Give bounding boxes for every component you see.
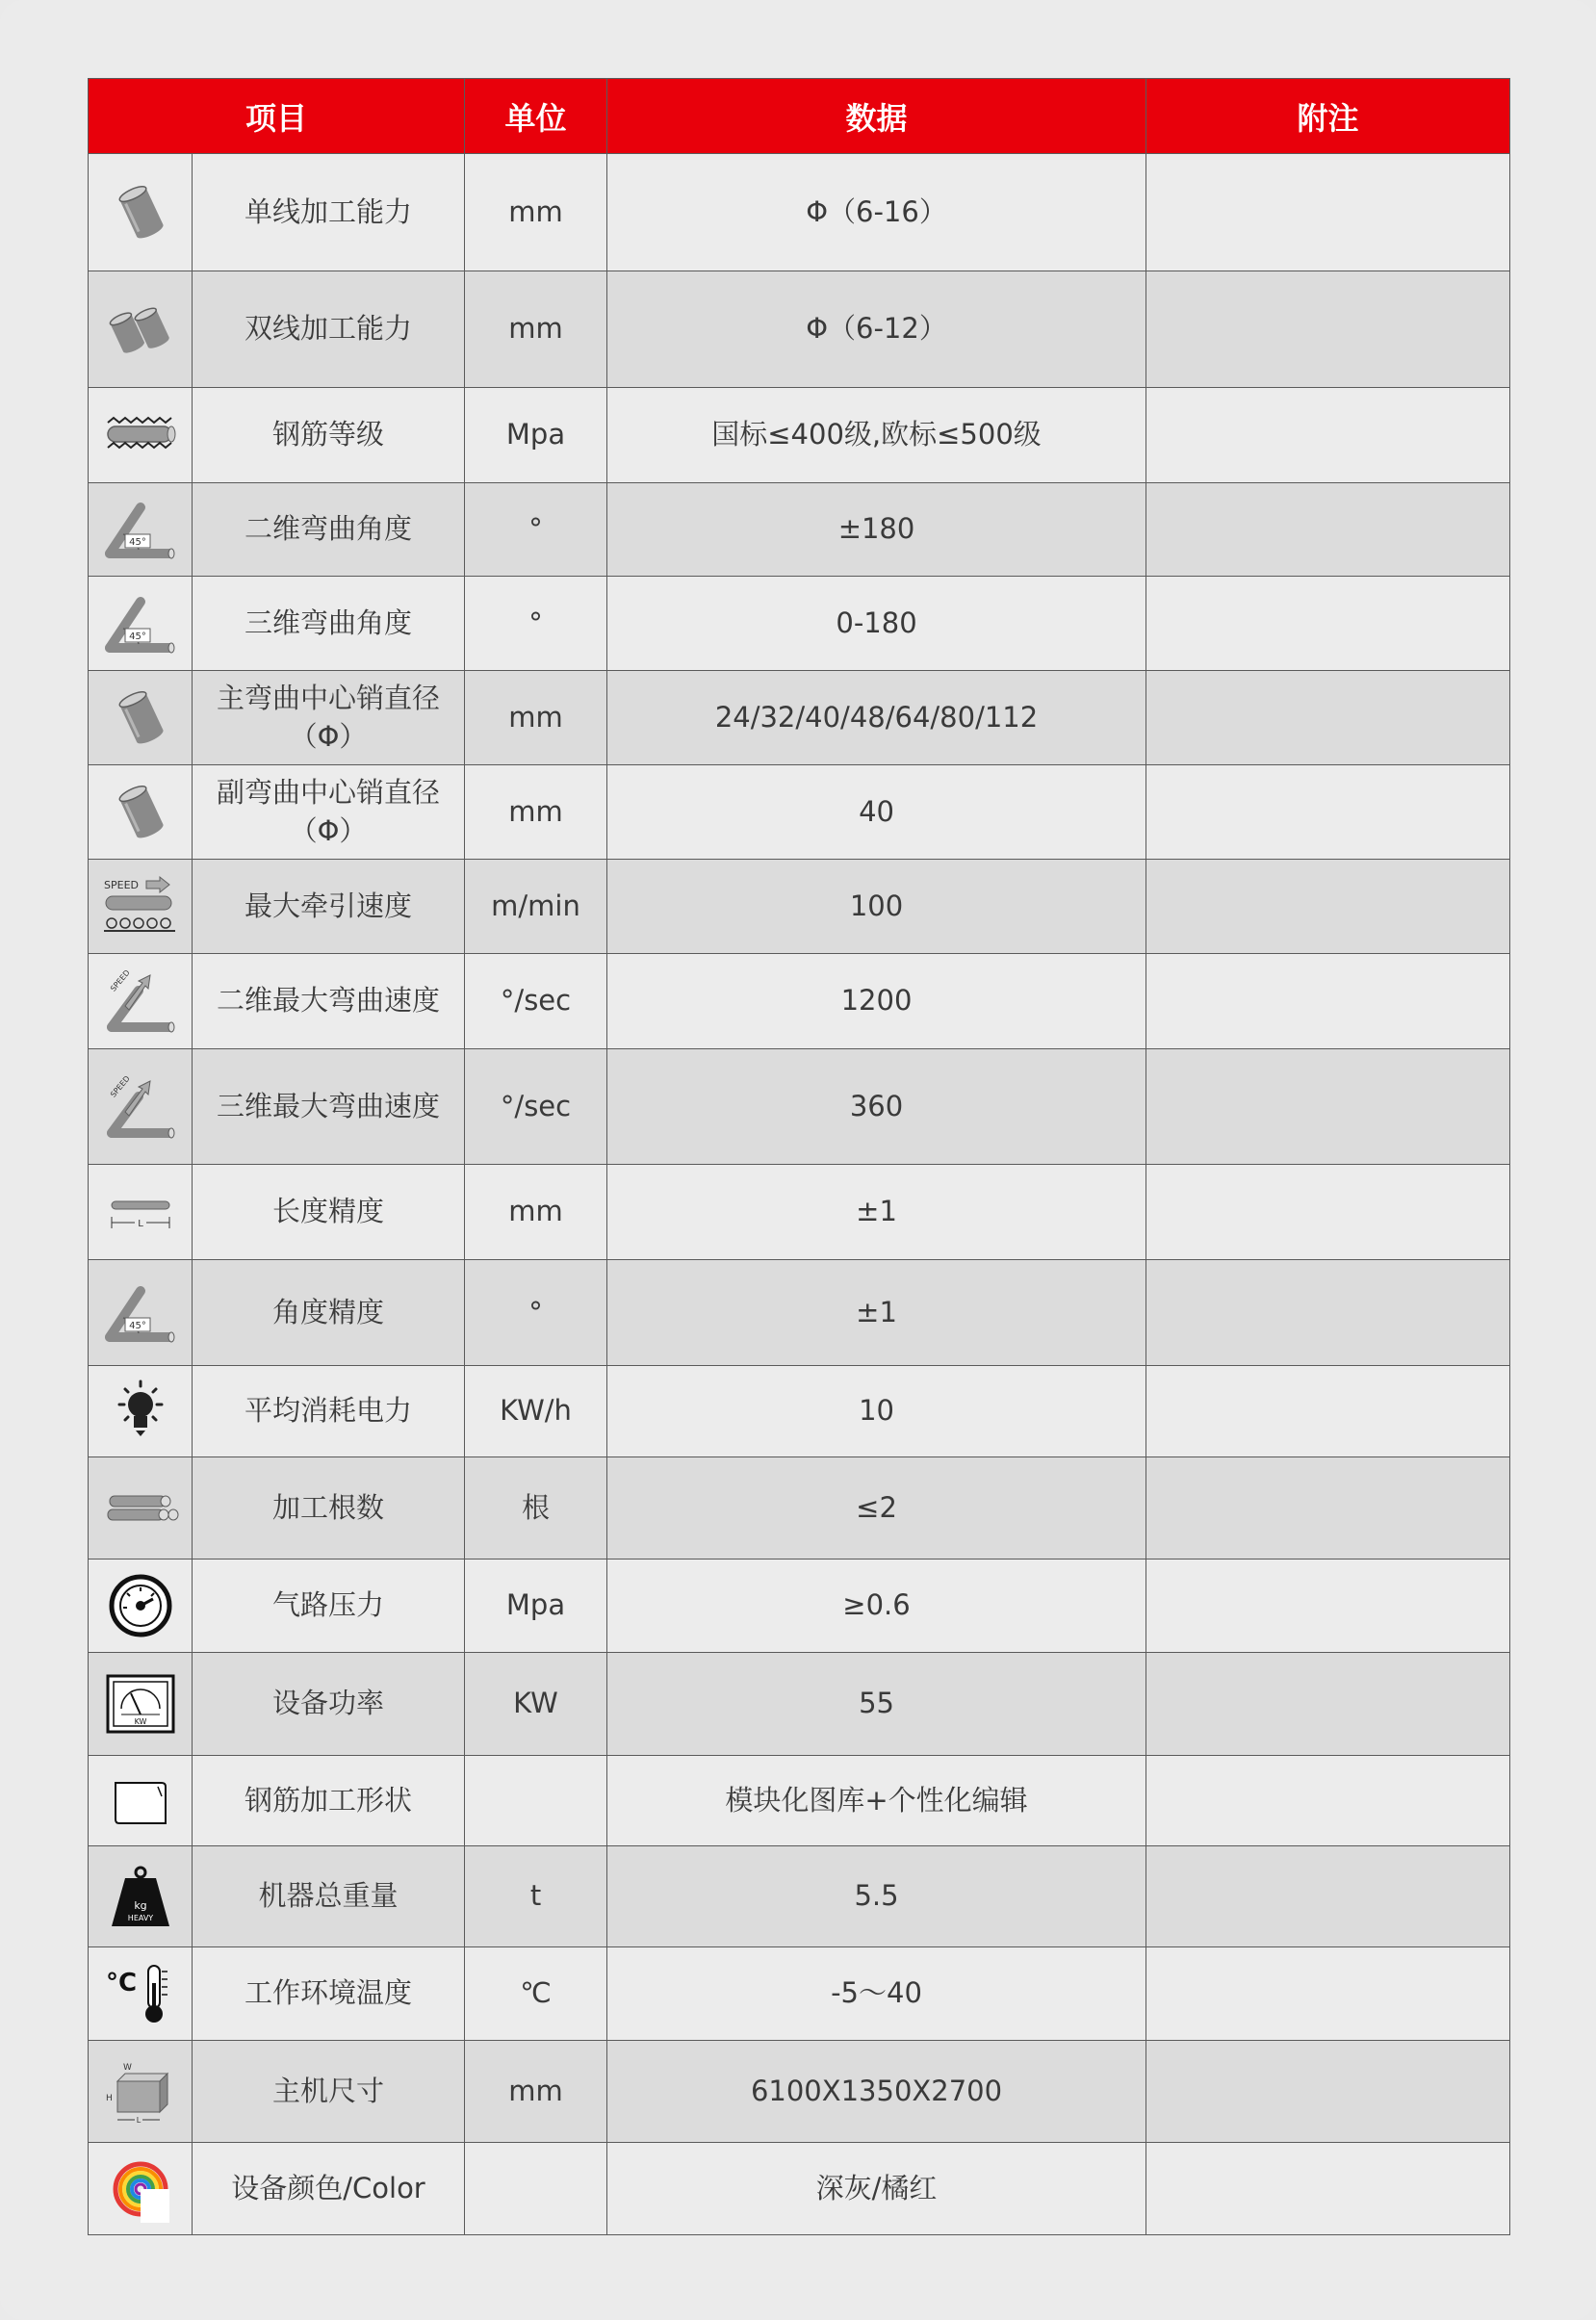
item-name: 主机尺寸 bbox=[193, 2041, 465, 2143]
item-value: ≤2 bbox=[607, 1457, 1146, 1560]
table-row bbox=[89, 271, 1510, 388]
traction-speed-icon bbox=[89, 860, 193, 954]
item-value: 0-180 bbox=[607, 577, 1146, 671]
item-unit: 根 bbox=[465, 1457, 607, 1560]
table-row bbox=[89, 1260, 1510, 1366]
header-note: 附注 bbox=[1146, 79, 1510, 154]
item-value: 55 bbox=[607, 1653, 1146, 1756]
item-name: 三维最大弯曲速度 bbox=[193, 1049, 465, 1165]
table-row bbox=[89, 1165, 1510, 1260]
item-name: 机器总重量 bbox=[193, 1846, 465, 1947]
svg-text:kg: kg bbox=[133, 1899, 147, 1912]
item-note bbox=[1146, 1366, 1510, 1457]
dimension-box-icon bbox=[89, 2041, 193, 2143]
table-row bbox=[89, 860, 1510, 954]
item-note bbox=[1146, 577, 1510, 671]
item-note bbox=[1146, 1457, 1510, 1560]
item-note bbox=[1146, 1560, 1510, 1653]
color-ring-icon bbox=[89, 2143, 193, 2235]
svg-text:L: L bbox=[137, 1219, 143, 1229]
table-row bbox=[89, 954, 1510, 1049]
item-note bbox=[1146, 1165, 1510, 1260]
thermometer-icon bbox=[89, 1947, 193, 2041]
item-note bbox=[1146, 1653, 1510, 1756]
table-row bbox=[89, 1756, 1510, 1846]
header-unit: 单位 bbox=[465, 79, 607, 154]
bend-speed-icon bbox=[89, 1049, 193, 1165]
item-name: 角度精度 bbox=[193, 1260, 465, 1366]
item-name: 二维弯曲角度 bbox=[193, 483, 465, 577]
item-value: 360 bbox=[607, 1049, 1146, 1165]
item-unit: mm bbox=[465, 2041, 607, 2143]
item-name: 三维弯曲角度 bbox=[193, 577, 465, 671]
rebar-double-icon bbox=[89, 271, 193, 388]
bend-angle-icon bbox=[89, 1260, 193, 1366]
svg-text:45°: 45° bbox=[128, 537, 146, 548]
pressure-gauge-icon bbox=[89, 1560, 193, 1653]
svg-text:HEAVY: HEAVY bbox=[127, 1914, 153, 1922]
item-note bbox=[1146, 2143, 1510, 2235]
table-row bbox=[89, 1457, 1510, 1560]
svg-text:45°: 45° bbox=[128, 631, 146, 642]
item-value: ≥0.6 bbox=[607, 1560, 1146, 1653]
item-name: 设备功率 bbox=[193, 1653, 465, 1756]
table-row bbox=[89, 1366, 1510, 1457]
rebar-single-icon bbox=[89, 765, 193, 860]
length-icon bbox=[89, 1165, 193, 1260]
item-value: 深灰/橘红 bbox=[607, 2143, 1146, 2235]
item-unit: mm bbox=[465, 271, 607, 388]
item-unit: mm bbox=[465, 1165, 607, 1260]
shape-icon bbox=[89, 1756, 193, 1846]
item-unit: m/min bbox=[465, 860, 607, 954]
item-name: 钢筋等级 bbox=[193, 388, 465, 483]
item-name: 平均消耗电力 bbox=[193, 1366, 465, 1457]
item-unit: mm bbox=[465, 671, 607, 765]
item-name: 双线加工能力 bbox=[193, 271, 465, 388]
svg-text:°C: °C bbox=[105, 1969, 137, 1998]
item-value: 100 bbox=[607, 860, 1146, 954]
item-note bbox=[1146, 1947, 1510, 2041]
item-value: 10 bbox=[607, 1366, 1146, 1457]
table-row bbox=[89, 2143, 1510, 2235]
item-name: 加工根数 bbox=[193, 1457, 465, 1560]
svg-text:SPEED: SPEED bbox=[108, 967, 132, 993]
item-unit: mm bbox=[465, 154, 607, 271]
item-value: Φ（6-16） bbox=[607, 154, 1146, 271]
rebar-grade-icon bbox=[89, 388, 193, 483]
item-name: 设备颜色/Color bbox=[193, 2143, 465, 2235]
header-item: 项目 bbox=[89, 79, 465, 154]
item-value: 6100X1350X2700 bbox=[607, 2041, 1146, 2143]
item-unit: ° bbox=[465, 1260, 607, 1366]
bend-angle-icon bbox=[89, 483, 193, 577]
rebar-single-icon bbox=[89, 154, 193, 271]
item-unit: °/sec bbox=[465, 954, 607, 1049]
item-note bbox=[1146, 1846, 1510, 1947]
table-row bbox=[89, 765, 1510, 860]
svg-text:45°: 45° bbox=[128, 1320, 146, 1331]
item-name: 工作环境温度 bbox=[193, 1947, 465, 2041]
item-note bbox=[1146, 954, 1510, 1049]
item-note bbox=[1146, 2041, 1510, 2143]
item-note bbox=[1146, 154, 1510, 271]
item-value: ±1 bbox=[607, 1165, 1146, 1260]
item-unit: mm bbox=[465, 765, 607, 860]
svg-text:W: W bbox=[122, 2062, 132, 2073]
item-unit: t bbox=[465, 1846, 607, 1947]
header-data: 数据 bbox=[607, 79, 1146, 154]
item-unit: KW bbox=[465, 1653, 607, 1756]
item-note bbox=[1146, 765, 1510, 860]
item-unit: Mpa bbox=[465, 388, 607, 483]
item-note bbox=[1146, 671, 1510, 765]
table-row bbox=[89, 1846, 1510, 1947]
table-row bbox=[89, 671, 1510, 765]
item-name: 副弯曲中心销直径 （Φ） bbox=[193, 765, 465, 860]
item-value: 24/32/40/48/64/80/112 bbox=[607, 671, 1146, 765]
item-value: Φ（6-12） bbox=[607, 271, 1146, 388]
table-row bbox=[89, 154, 1510, 271]
item-name: 单线加工能力 bbox=[193, 154, 465, 271]
item-value: 5.5 bbox=[607, 1846, 1146, 1947]
item-unit: ° bbox=[465, 483, 607, 577]
item-value: 40 bbox=[607, 765, 1146, 860]
lightbulb-icon bbox=[89, 1366, 193, 1457]
item-note bbox=[1146, 1049, 1510, 1165]
item-unit bbox=[465, 1756, 607, 1846]
item-note bbox=[1146, 483, 1510, 577]
item-unit: ℃ bbox=[465, 1947, 607, 2041]
item-unit: KW/h bbox=[465, 1366, 607, 1457]
item-unit bbox=[465, 2143, 607, 2235]
bend-speed-icon bbox=[89, 954, 193, 1049]
weight-icon bbox=[89, 1846, 193, 1947]
item-name: 二维最大弯曲速度 bbox=[193, 954, 465, 1049]
item-value: 国标≤400级,欧标≤500级 bbox=[607, 388, 1146, 483]
item-unit: Mpa bbox=[465, 1560, 607, 1653]
item-name: 长度精度 bbox=[193, 1165, 465, 1260]
table-row bbox=[89, 2041, 1510, 2143]
item-value: 模块化图库+个性化编辑 bbox=[607, 1756, 1146, 1846]
item-unit: °/sec bbox=[465, 1049, 607, 1165]
spec-table bbox=[88, 78, 1510, 2235]
table-row bbox=[89, 1947, 1510, 2041]
table-row bbox=[89, 1653, 1510, 1756]
item-value: 1200 bbox=[607, 954, 1146, 1049]
svg-text:L: L bbox=[136, 2115, 141, 2125]
bend-angle-icon bbox=[89, 577, 193, 671]
item-note bbox=[1146, 271, 1510, 388]
table-row bbox=[89, 483, 1510, 577]
table-row bbox=[89, 1560, 1510, 1653]
item-value: ±180 bbox=[607, 483, 1146, 577]
svg-text:SPEED: SPEED bbox=[108, 1073, 132, 1099]
svg-text:H: H bbox=[105, 2093, 113, 2103]
item-value: -5～40 bbox=[607, 1947, 1146, 2041]
table-row bbox=[89, 577, 1510, 671]
item-name: 气路压力 bbox=[193, 1560, 465, 1653]
rebar-bundle-icon bbox=[89, 1457, 193, 1560]
table-row bbox=[89, 1049, 1510, 1165]
table-header-row bbox=[89, 79, 1510, 154]
rebar-single-icon bbox=[89, 671, 193, 765]
svg-text:SPEED: SPEED bbox=[103, 878, 139, 891]
item-name: 钢筋加工形状 bbox=[193, 1756, 465, 1846]
item-note bbox=[1146, 388, 1510, 483]
item-name: 主弯曲中心销直径 （Φ） bbox=[193, 671, 465, 765]
item-note bbox=[1146, 1260, 1510, 1366]
item-value: ±1 bbox=[607, 1260, 1146, 1366]
item-note bbox=[1146, 860, 1510, 954]
item-unit: ° bbox=[465, 577, 607, 671]
item-note bbox=[1146, 1756, 1510, 1846]
table-row bbox=[89, 388, 1510, 483]
svg-text:KW: KW bbox=[134, 1717, 146, 1726]
item-name: 最大牵引速度 bbox=[193, 860, 465, 954]
power-meter-icon bbox=[89, 1653, 193, 1756]
